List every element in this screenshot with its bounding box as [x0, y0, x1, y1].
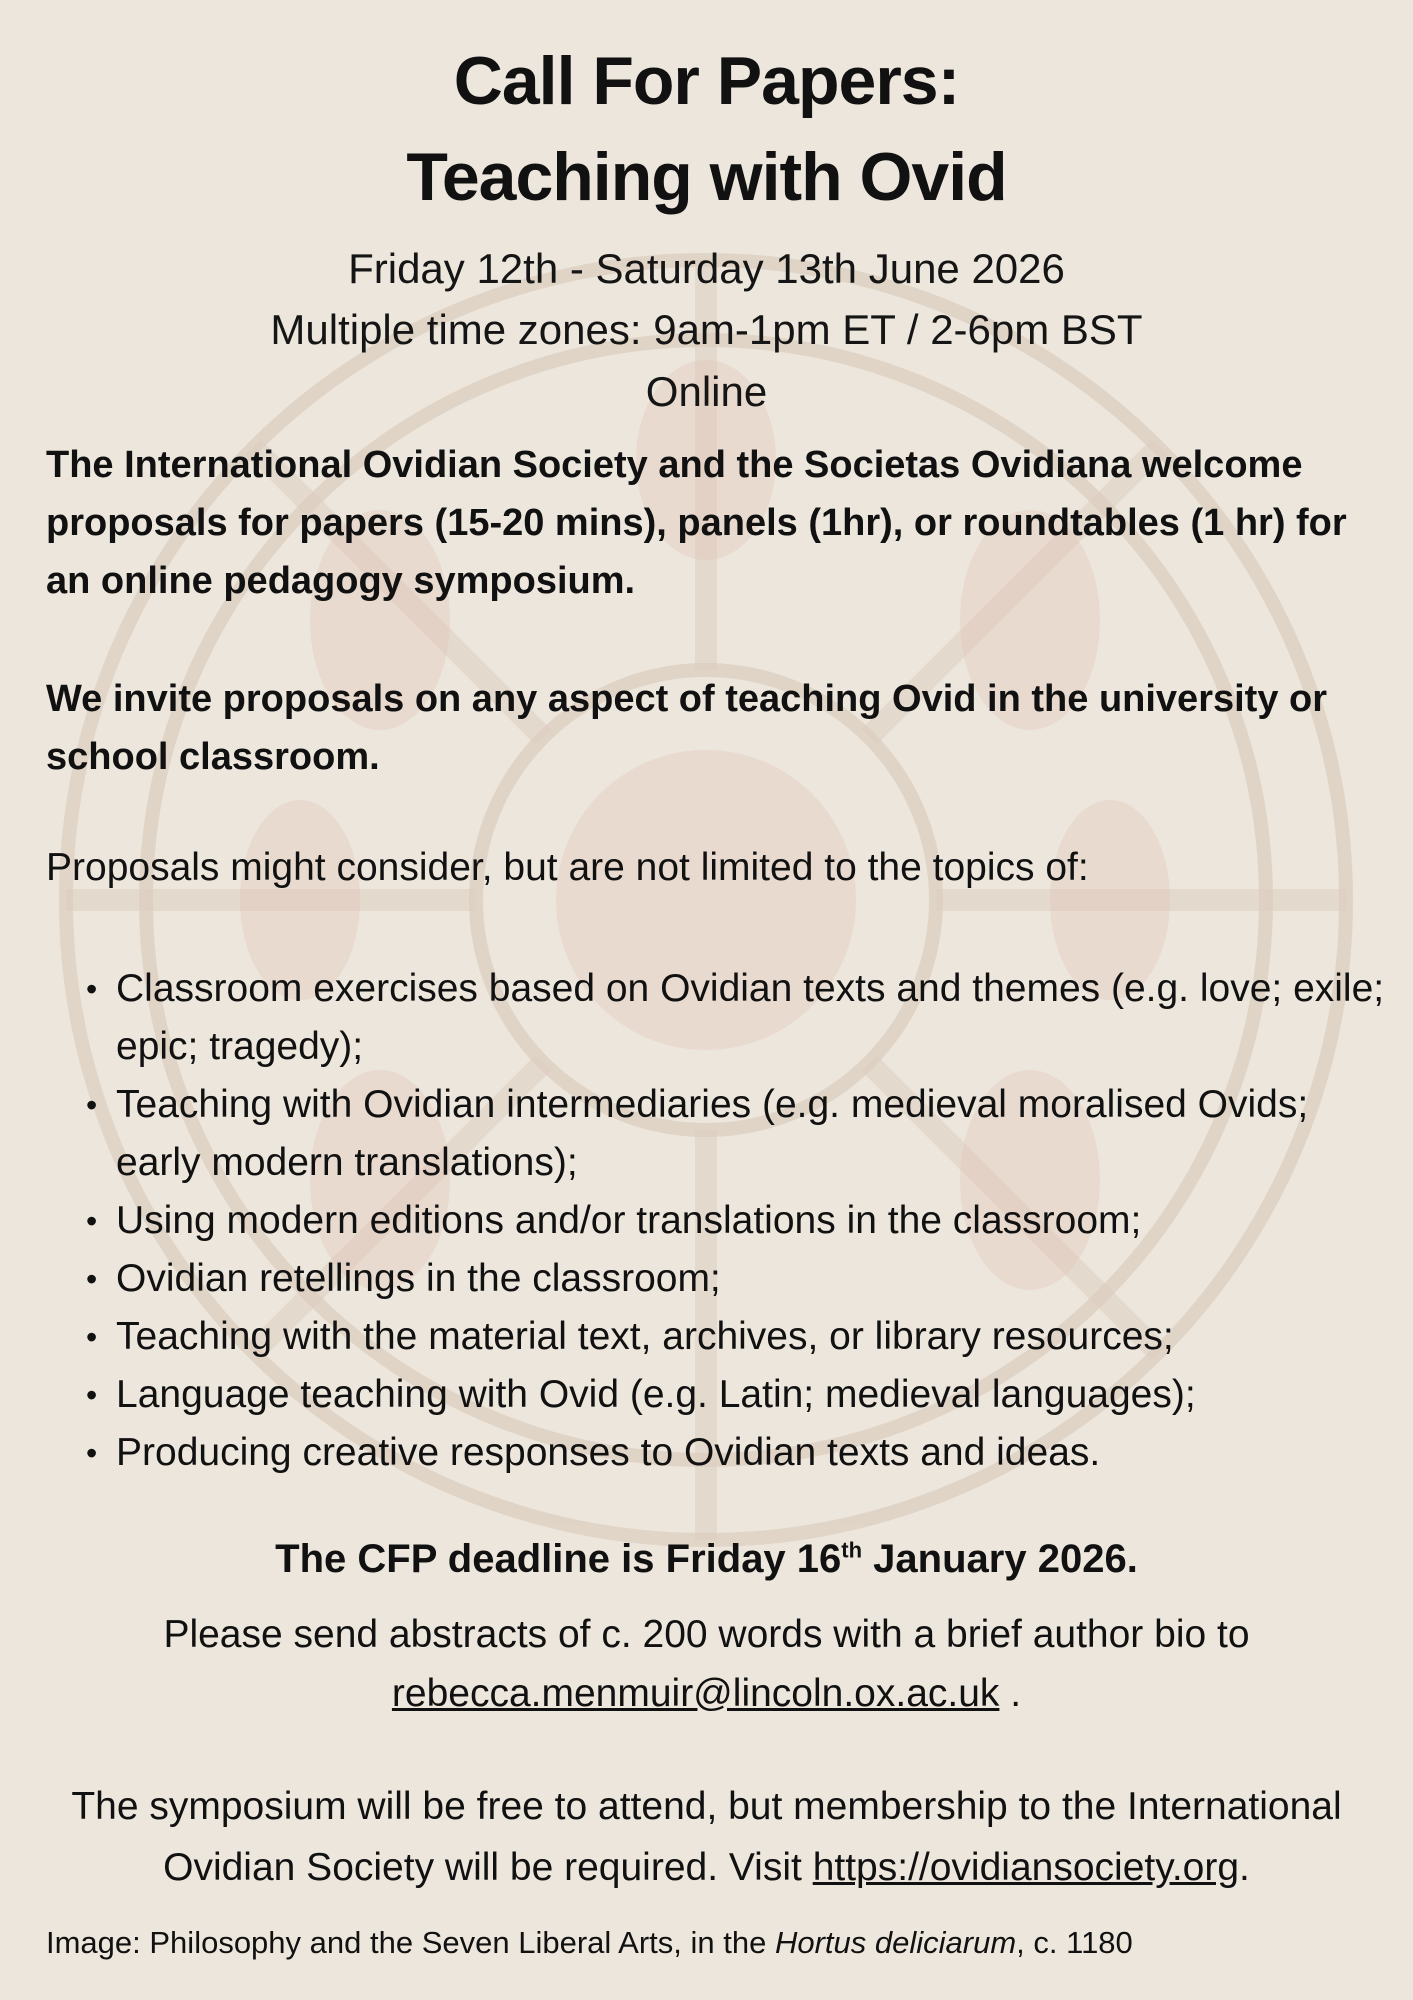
welcome-paragraph: The International Ovidian Society and the Societas Ovidiana welcome proposals for papers (15-20 mins), panels (1hr), or roundtables (1 hr) for an online pedagogy symposium. — [46, 444, 1347, 602]
membership-line-1: The symposium will be free to attend, but membership to the International — [71, 1785, 1342, 1828]
topics-intro: Proposals might consider, but are not limited to the topics of: — [46, 846, 1089, 889]
poster-title-line-2: Teaching with Ovid — [406, 139, 1007, 215]
deadline-date: January 2026. — [862, 1537, 1138, 1581]
deadline-ordinal: th — [841, 1537, 863, 1563]
cfp-deadline — [0, 1537, 1413, 1582]
poster-title-line-1: Call For Papers: — [453, 43, 960, 119]
email-trailing: . — [999, 1672, 1022, 1715]
society-website-link[interactable]: https://ovidiansociety.org — [812, 1846, 1240, 1889]
membership-text: Ovidian Society will be required. Visit — [163, 1846, 813, 1889]
event-dates: Friday 12th - Saturday 13th June 2026 — [348, 245, 1065, 292]
deadline-text: The CFP deadline is Friday 16 — [275, 1537, 842, 1581]
caption-date: , c. 1180 — [1016, 1925, 1133, 1960]
topics-list — [90, 960, 1390, 1482]
email-link[interactable]: rebecca.menmuir@lincoln.ox.ac.uk — [391, 1672, 1000, 1715]
list-item: • Teaching with the material text, archives, or library resources; — [90, 1308, 1390, 1366]
list-item: • Using modern editions and/or translations in the classroom; — [90, 1192, 1390, 1250]
list-item: • Producing creative responses to Ovidian texts and ideas. — [90, 1424, 1390, 1482]
list-item: • Teaching with Ovidian intermediaries (e.g. medieval moralised Ovids; early modern translations); — [90, 1076, 1390, 1192]
list-item: • Ovidian retellings in the classroom; — [90, 1250, 1390, 1308]
caption-italic-title: Hortus deliciarum — [774, 1925, 1017, 1960]
event-venue: Online — [645, 368, 768, 415]
image-caption — [46, 1925, 1386, 1961]
caption-text: Image: Philosophy and the Seven Liberal Arts, in the — [46, 1925, 775, 1960]
membership-line-2 — [0, 1846, 1413, 1890]
list-item: • Classroom exercises based on Ovidian texts and themes (e.g. love; exile; epic; tragedy); — [90, 960, 1390, 1076]
list-item: • Language teaching with Ovid (e.g. Latin; medieval languages); — [90, 1366, 1390, 1424]
submission-email-line — [0, 1672, 1413, 1716]
event-times: Multiple time zones: 9am-1pm ET / 2-6pm BST — [270, 306, 1143, 353]
submission-instructions: Please send abstracts of c. 200 words with a brief author bio to — [163, 1613, 1250, 1656]
membership-period: . — [1239, 1846, 1250, 1889]
invite-paragraph: We invite proposals on any aspect of teaching Ovid in the university or school classroom. — [46, 678, 1328, 778]
